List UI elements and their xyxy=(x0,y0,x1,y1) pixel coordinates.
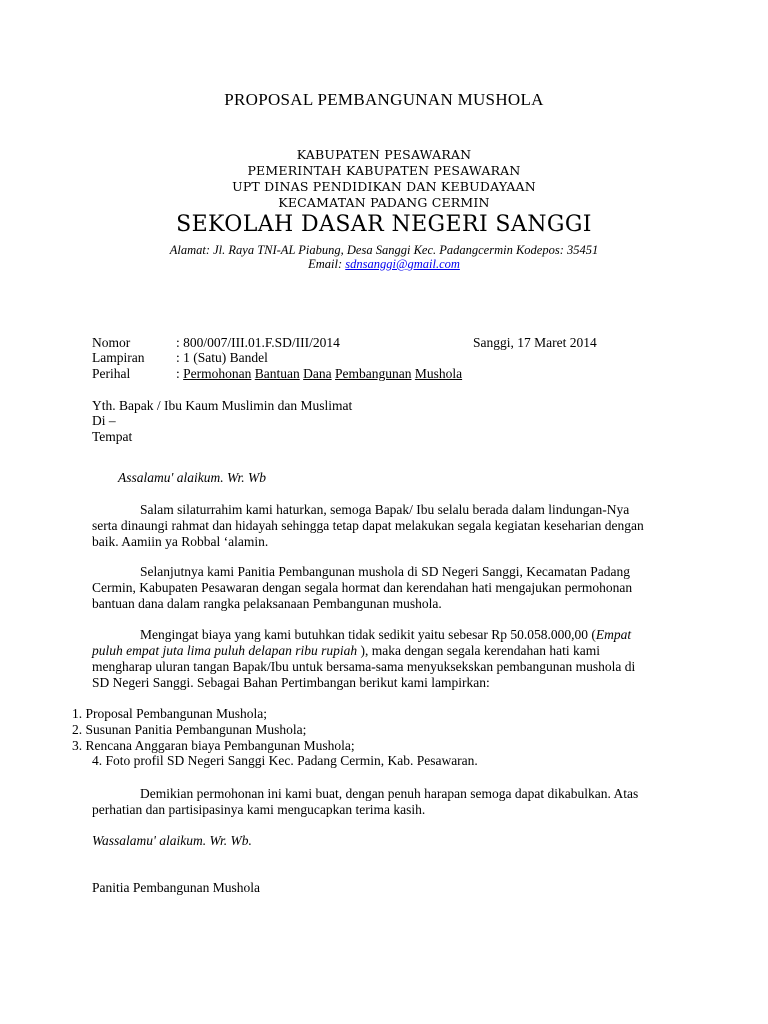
paragraph-line: Cermin, Kabupaten Pesawaran dengan segala hormat dan kerendahan hati mengajukan permohonan xyxy=(92,580,633,595)
perihal-label: Perihal xyxy=(92,366,131,381)
nomor-value: : 800/007/III.01.F.SD/III/2014 xyxy=(176,335,340,350)
letterhead-agency: UPT DINAS PENDIDIKAN DAN KEBUDAYAAN xyxy=(232,179,536,194)
perihal-word: Dana xyxy=(303,366,332,381)
amount-text: Mengingat biaya yang kami butuhkan tidak sedikit yaitu sebesar Rp 50.058.000,00 ( xyxy=(140,627,596,642)
school-name: SEKOLAH DASAR NEGERI SANGGI xyxy=(176,212,592,237)
paragraph-line: serta dinaungi rahmat dan hidayah sehingga tetap dapat melakukan segala kegiatan keseharian dengan xyxy=(92,518,644,533)
perihal-word: Permohonan xyxy=(183,366,252,381)
paragraph-line: SD Negeri Sanggi. Sebagai Bahan Pertimbangan berikut kami lampirkan: xyxy=(92,675,490,690)
perihal-colon: : xyxy=(176,366,180,381)
perihal-word: Pembangunan xyxy=(335,366,412,381)
perihal-word: Mushola xyxy=(414,366,463,381)
paragraph-line xyxy=(92,643,600,659)
list-item: 3. Rencana Anggaran biaya Pembangunan Mushola; xyxy=(72,738,355,753)
school-address: Alamat: Jl. Raya TNI-AL Piabung, Desa Sanggi Kec. Padangcermin Kodepos: 35451 xyxy=(169,243,599,257)
letterhead-government: PEMERINTAH KABUPATEN PESAWARAN xyxy=(247,163,521,178)
list-item: 4. Foto profil SD Negeri Sanggi Kec. Padang Cermin, Kab. Pesawaran. xyxy=(92,753,478,768)
letterhead-regency: KABUPATEN PESAWARAN xyxy=(296,147,472,162)
paragraph-line xyxy=(140,627,631,643)
paragraph-line: baik. Aamiin ya Robbal ‘alamin. xyxy=(92,534,269,549)
email-link[interactable]: sdnsanggi@gmail.com xyxy=(345,257,460,271)
amount-words: puluh empat juta lima puluh delapan ribu rupiah xyxy=(92,643,358,658)
lampiran-label: Lampiran xyxy=(92,350,145,365)
recipient-line: Tempat xyxy=(92,429,133,444)
amount-words: Empat xyxy=(595,627,632,642)
letterhead-district: KECAMATAN PADANG CERMIN xyxy=(278,195,490,210)
list-item: 1. Proposal Pembangunan Mushola; xyxy=(72,706,267,721)
document-title: PROPOSAL PEMBANGUNAN MUSHOLA xyxy=(224,90,544,109)
paragraph-line: bantuan dana dalam rangka pelaksanaan Pembangunan mushola. xyxy=(92,596,442,611)
paragraph-line: perhatian dan partisipasinya kami mengucapkan terima kasih. xyxy=(92,802,426,817)
perihal-word: Bantuan xyxy=(254,366,300,381)
paragraph-line: Demikian permohonan ini kami buat, dengan penuh harapan semoga dapat dikabulkan. Atas xyxy=(140,786,639,801)
recipient-line: Di – xyxy=(92,413,116,428)
email-label: Email: xyxy=(308,257,346,271)
signature-committee: Panitia Pembangunan Mushola xyxy=(92,880,260,895)
list-item: 2. Susunan Panitia Pembangunan Mushola; xyxy=(72,722,307,737)
greeting: Assalamu' alaikum. Wr. Wb xyxy=(118,470,267,485)
school-email xyxy=(0,257,768,272)
perihal-value xyxy=(176,366,462,382)
lampiran-value: : 1 (Satu) Bandel xyxy=(176,350,268,365)
paragraph-line: Selanjutnya kami Panitia Pembangunan mushola di SD Negeri Sanggi, Kecamatan Padang xyxy=(140,564,631,579)
recipient-line: Yth. Bapak / Ibu Kaum Muslimin dan Muslimat xyxy=(92,398,353,413)
paragraph-line: mengharap uluran tangan Bapak/Ibu untuk bersama-sama menyuksekskan pembangunan mushola di xyxy=(92,659,636,674)
paragraph-line: Salam silaturrahim kami haturkan, semoga Bapak/ Ibu selalu berada dalam lindungan-Nya xyxy=(140,502,630,517)
farewell: Wassalamu' alaikum. Wr. Wb. xyxy=(92,833,252,848)
amount-text: ), maka dengan segala kerendahan hati kami xyxy=(357,643,601,658)
nomor-label: Nomor xyxy=(92,335,131,350)
letter-date: Sanggi, 17 Maret 2014 xyxy=(473,335,597,350)
